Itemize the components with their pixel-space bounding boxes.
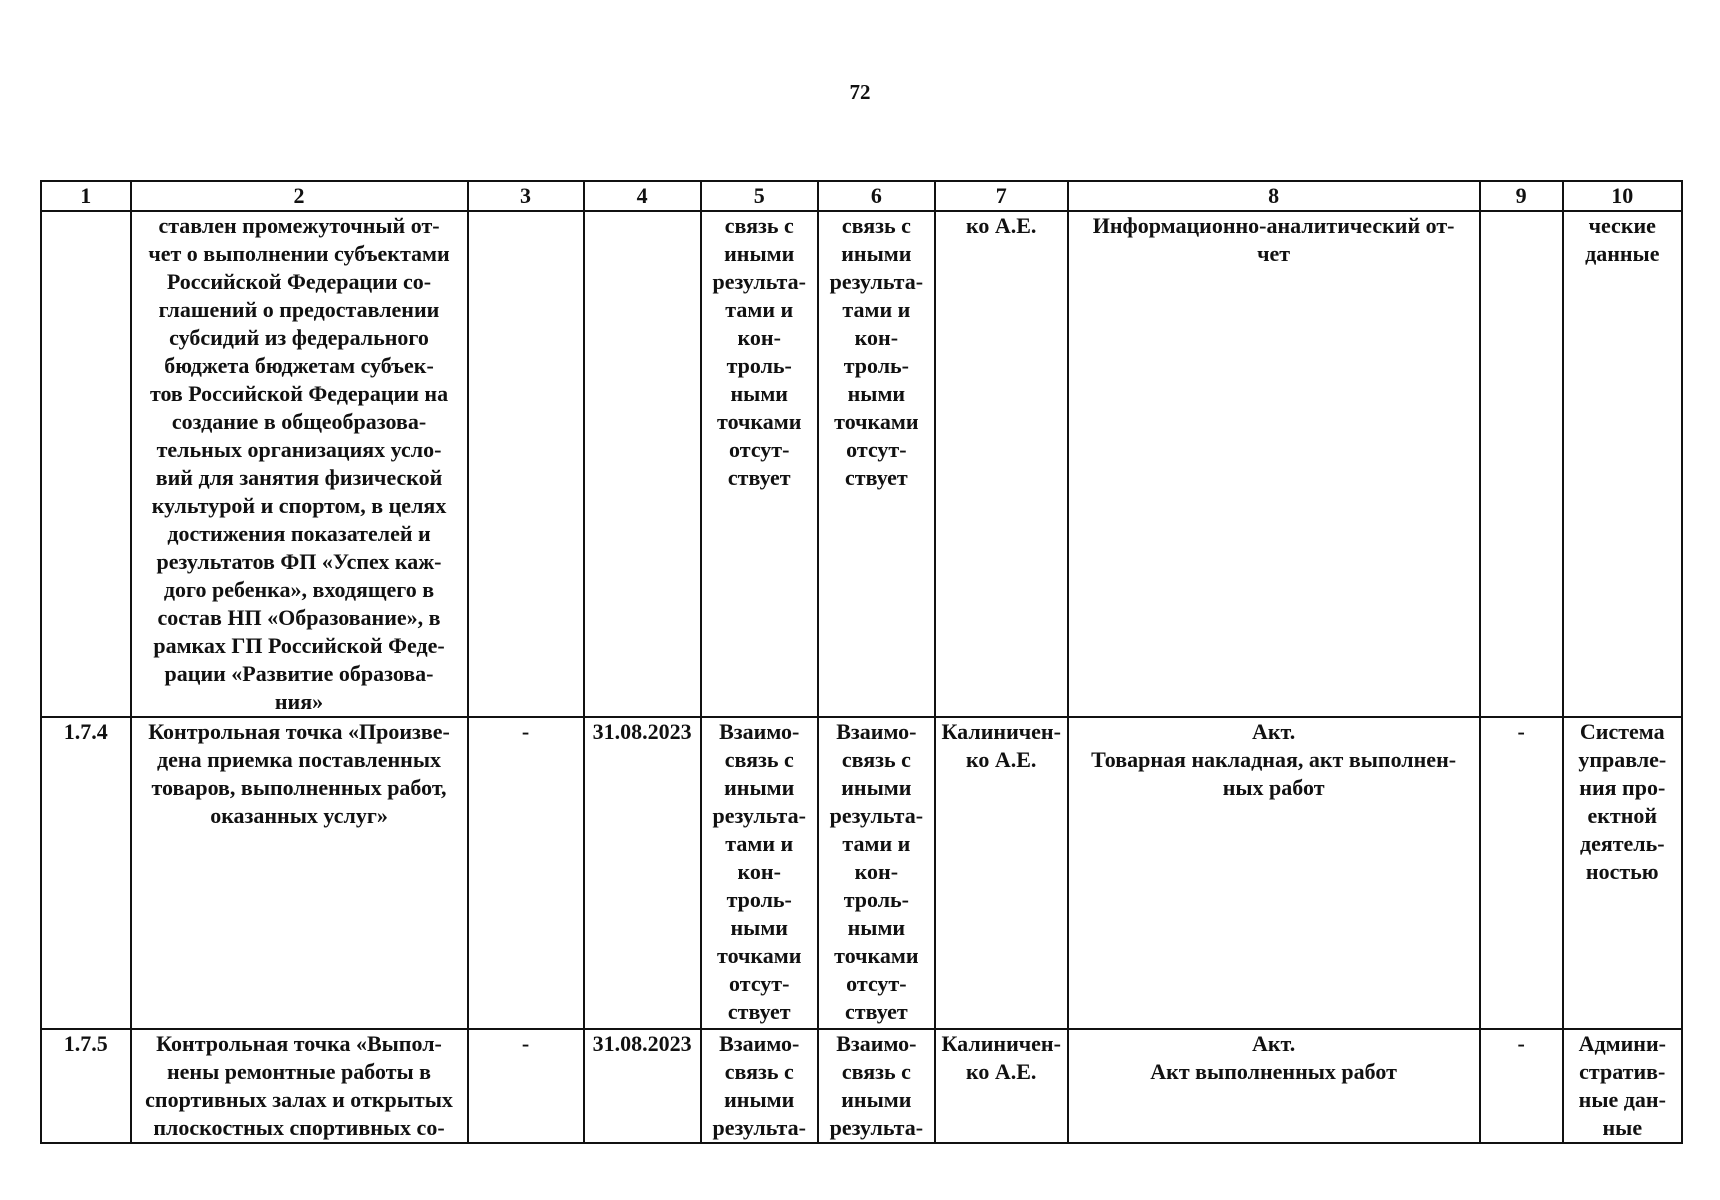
- row-cell-col6: Взаимо- связь с иными результа-: [818, 1029, 935, 1143]
- row-responsible-cell: ко А.Е.: [935, 211, 1068, 717]
- row-cell-col3: -: [468, 1029, 584, 1143]
- row-system-cell: Админи- стратив- ные дан- ные: [1563, 1029, 1682, 1143]
- row-date-cell: 31.08.2023: [584, 717, 701, 1029]
- row-number-cell: 1.7.4: [41, 717, 131, 1029]
- row-cell-col9: [1480, 211, 1563, 717]
- row-cell-col9: -: [1480, 1029, 1563, 1143]
- column-header: 7: [935, 181, 1068, 211]
- row-document-cell: Акт. Товарная накладная, акт выполнен- ных работ: [1068, 717, 1480, 1029]
- row-number-cell: 1.7.5: [41, 1029, 131, 1143]
- row-cell-col6: Взаимо- связь с иными результа- тами и кон- троль- ными точками отсут- ствует: [818, 717, 935, 1029]
- table-row: [41, 1029, 1682, 1143]
- row-system-cell: Система управле- ния про- ектной деятель- ностью: [1563, 717, 1682, 1029]
- row-cell-col9: -: [1480, 717, 1563, 1029]
- row-cell-col6: связь с иными результа- тами и кон- троль- ными точками отсут- ствует: [818, 211, 935, 717]
- column-header: 4: [584, 181, 701, 211]
- row-cell-col5: Взаимо- связь с иными результа-: [701, 1029, 818, 1143]
- column-header: 9: [1480, 181, 1563, 211]
- row-name-cell: Контрольная точка «Выпол- нены ремонтные работы в спортивных залах и открытых плоскостных спортивных со-: [131, 1029, 468, 1143]
- row-date-cell: [584, 211, 701, 717]
- row-document-cell: Информационно-аналитический от- чет: [1068, 211, 1480, 717]
- row-name-cell: Контрольная точка «Произве- дена приемка поставленных товаров, выполненных работ, оказанных услуг»: [131, 717, 468, 1029]
- column-header: 6: [818, 181, 935, 211]
- row-name-cell: ставлен промежуточный от- чет о выполнении субъектами Российской Федерации со- глашений о предоставлении субсидий из федерального бюджета бюджетам субъек- тов Российской Федерации на создание в общеобразова- тельных организациях усло- вий для занятия физической культурой и спортом, в целях достижения показателей и результатов ФП «Успех каж- дого ребенка», входящего в состав НП «Образование», в рамках ГП Российской Феде- рации «Развитие образова- ния»: [131, 211, 468, 717]
- table-row: [41, 211, 1682, 717]
- row-responsible-cell: Калиничен- ко А.Е.: [935, 1029, 1068, 1143]
- row-number-cell: [41, 211, 131, 717]
- table-row: [41, 717, 1682, 1029]
- page-number: 72: [849, 80, 871, 104]
- column-header: 3: [468, 181, 584, 211]
- column-header: 5: [701, 181, 818, 211]
- column-header: 1: [41, 181, 131, 211]
- plan-table: [40, 180, 1683, 1144]
- row-cell-col3: -: [468, 717, 584, 1029]
- row-date-cell: 31.08.2023: [584, 1029, 701, 1143]
- row-document-cell: Акт. Акт выполненных работ: [1068, 1029, 1480, 1143]
- row-cell-col3: [468, 211, 584, 717]
- table-header-row: [41, 181, 1682, 211]
- row-system-cell: ческие данные: [1563, 211, 1682, 717]
- row-cell-col5: связь с иными результа- тами и кон- троль- ными точками отсут- ствует: [701, 211, 818, 717]
- column-header: 10: [1563, 181, 1682, 211]
- column-header: 2: [131, 181, 468, 211]
- column-header: 8: [1068, 181, 1480, 211]
- row-responsible-cell: Калиничен- ко А.Е.: [935, 717, 1068, 1029]
- row-cell-col5: Взаимо- связь с иными результа- тами и кон- троль- ными точками отсут- ствует: [701, 717, 818, 1029]
